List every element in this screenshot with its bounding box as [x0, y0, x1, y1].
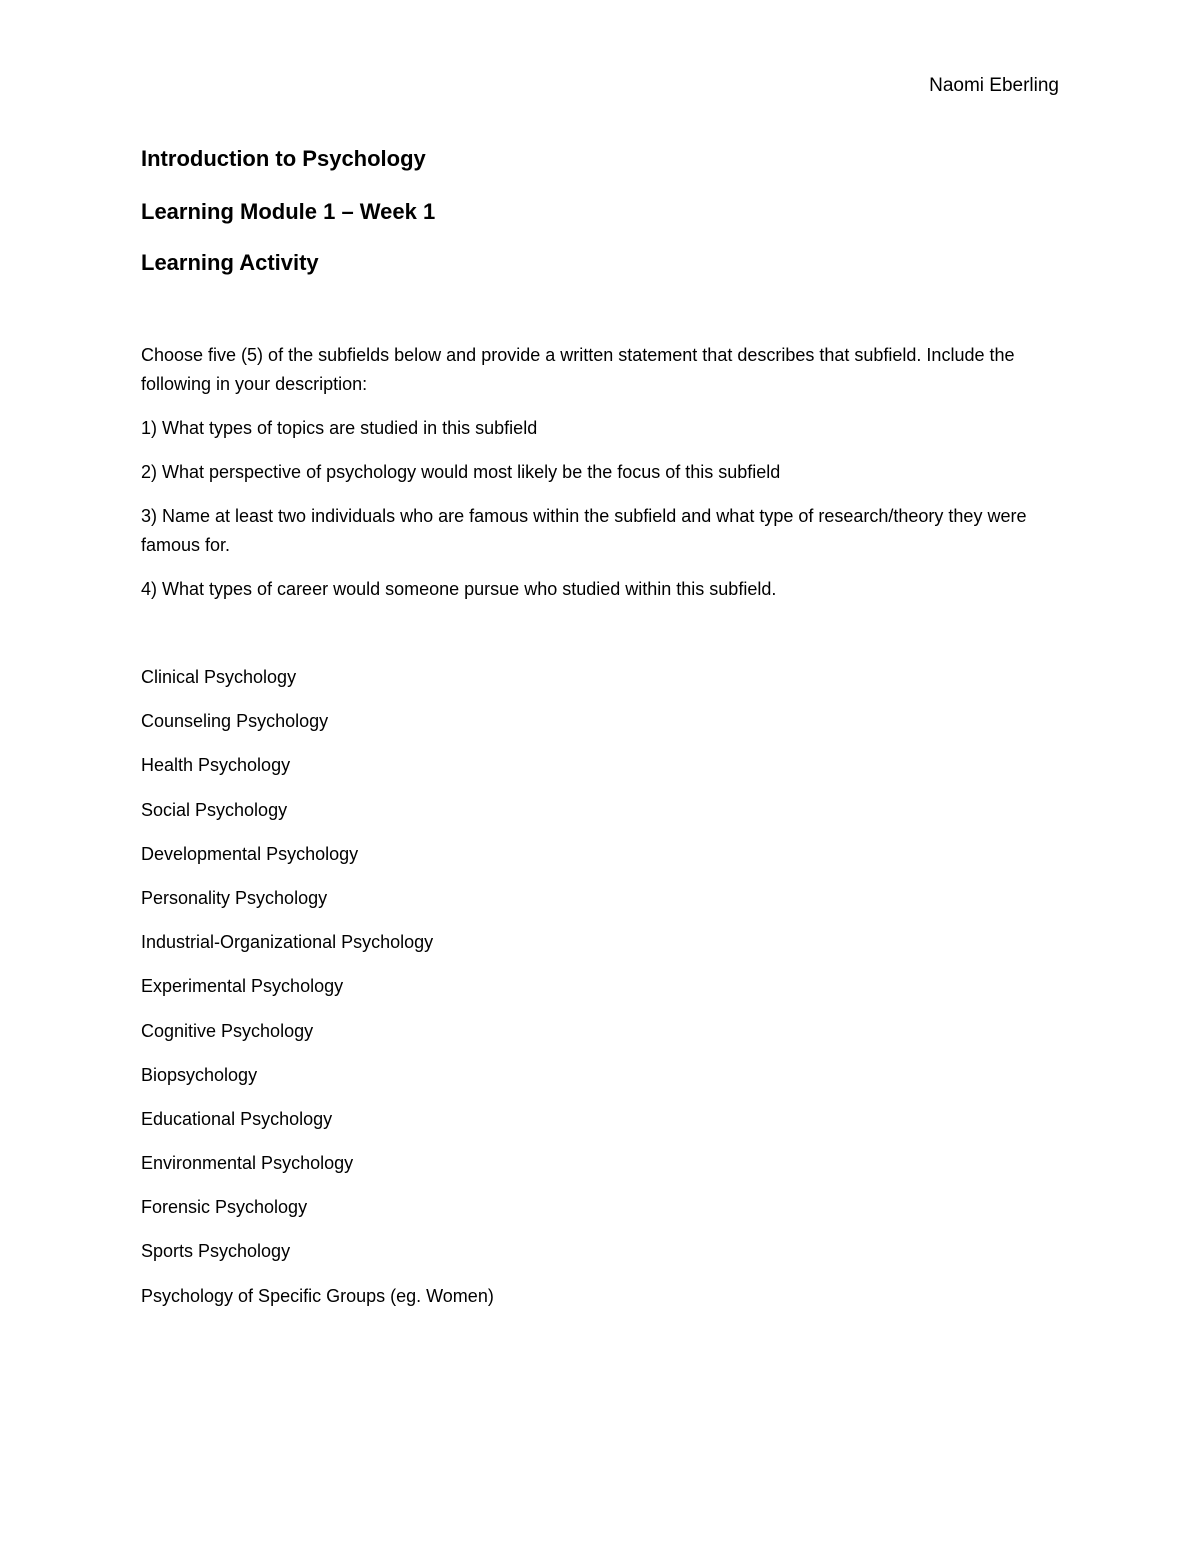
question-1: 1) What types of topics are studied in this subfield — [141, 418, 538, 438]
question-3: 3) Name at least two individuals who are famous within the subfield and what type of research/theory they were famous for. — [141, 506, 1027, 555]
subfield-item: Forensic Psychology — [141, 1197, 308, 1218]
module-heading: Learning Module 1 – Week 1 — [141, 199, 436, 224]
subfield-list — [141, 663, 494, 1326]
subfield-item: Educational Psychology — [141, 1108, 333, 1129]
subfield-item: Cognitive Psychology — [141, 1020, 314, 1041]
subfield-item: Environmental Psychology — [141, 1153, 354, 1174]
subfield-item: Biopsychology — [141, 1064, 258, 1085]
document-title: Introduction to Psychology — [141, 146, 426, 171]
subfield-item: Personality Psychology — [141, 887, 328, 908]
activity-heading: Learning Activity — [141, 250, 319, 275]
subfield-item: Psychology of Specific Groups (eg. Women) — [141, 1285, 494, 1306]
author-name: Naomi Eberling — [929, 75, 1059, 96]
subfield-item: Experimental Psychology — [141, 976, 344, 997]
instructions-paragraph: Choose five (5) of the subfields below and provide a written statement that describes that subfield. Include the following in your description: — [141, 345, 1015, 394]
subfield-item: Health Psychology — [141, 755, 291, 776]
subfield-item: Counseling Psychology — [141, 711, 329, 732]
subfield-item: Developmental Psychology — [141, 843, 359, 864]
subfield-item: Sports Psychology — [141, 1241, 291, 1262]
question-2: 2) What perspective of psychology would most likely be the focus of this subfield — [141, 462, 781, 482]
question-4: 4) What types of career would someone pursue who studied within this subfield. — [141, 579, 777, 599]
subfield-item: Industrial-Organizational Psychology — [141, 932, 434, 953]
subfield-item: Clinical Psychology — [141, 667, 297, 687]
subfield-item: Social Psychology — [141, 799, 288, 820]
